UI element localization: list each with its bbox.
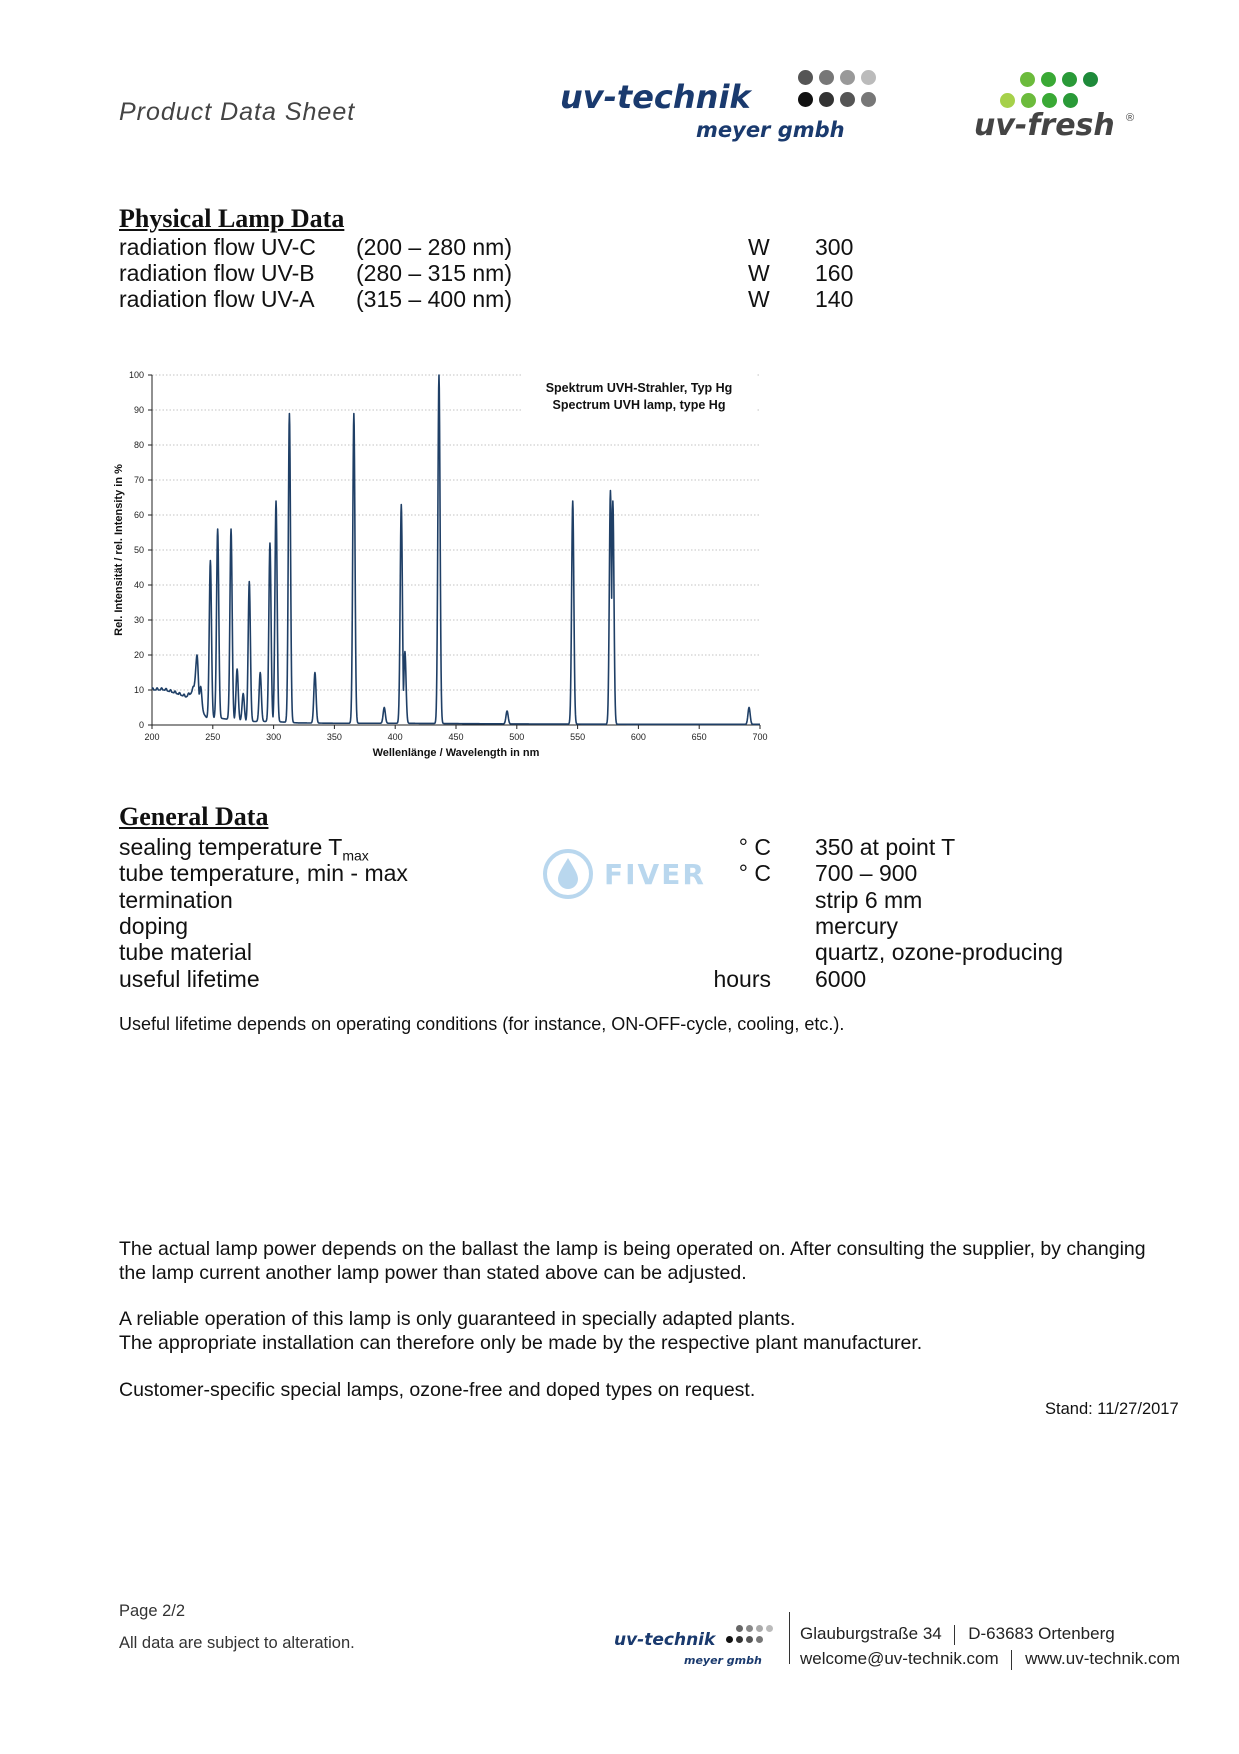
y-axis-label: Rel. Intensität / rel. Intensity in %: [113, 464, 125, 636]
chart-title-line2: Spectrum UVH lamp, type Hg: [552, 398, 726, 412]
paragraph-operation-2: The appropriate installation can therefore only be made by the respective plant manufacturer.: [119, 1332, 923, 1354]
footer-logo: [614, 1618, 784, 1672]
footer-logo-subname: meyer gmbh: [684, 1654, 762, 1667]
y-tick-label: 30: [133, 615, 144, 625]
water-drop-icon: [542, 848, 594, 900]
footer-logo-name: uv-technik: [614, 1630, 716, 1650]
y-tick-label: 50: [133, 545, 144, 555]
x-tick-label: 400: [387, 732, 403, 742]
general-section-title: General Data: [119, 802, 269, 831]
general-row-label-text: termination: [119, 886, 233, 913]
general-row-label: [119, 913, 188, 940]
y-tick-label: 70: [133, 475, 144, 485]
document-type-label: Product Data Sheet: [119, 98, 356, 126]
street-address: Glauburgstraße 34: [800, 1624, 942, 1643]
x-tick-label: 200: [144, 732, 160, 742]
general-row-value: strip 6 mm: [815, 886, 923, 913]
watermark-text: FIVER: [604, 858, 706, 891]
registered-mark: ®: [1126, 112, 1135, 124]
physical-row-label: radiation flow UV-C: [119, 234, 316, 260]
uv-fresh-name: uv-fresh: [974, 108, 1115, 143]
physical-row-value: 140: [815, 286, 854, 312]
general-row-value: 6000: [815, 965, 867, 992]
email-link[interactable]: welcome@uv-technik.com: [800, 1649, 999, 1668]
city-address: D-63683 Ortenberg: [968, 1624, 1115, 1643]
physical-row-unit: W: [748, 286, 770, 312]
physical-row-range: (280 – 315 nm): [356, 260, 512, 286]
paragraph-ballast: The actual lamp power depends on the ballast the lamp is being operated on. After consulting the supplier, by changing the lamp current another lamp power than stated above can be adjusted.: [119, 1238, 1146, 1284]
general-row-value: 350 at point T: [815, 834, 956, 860]
x-tick-label: 700: [752, 732, 768, 742]
general-row-value: 700 – 900: [815, 860, 918, 887]
general-row-unit: hours: [713, 965, 771, 992]
x-tick-label: 500: [509, 732, 525, 742]
y-tick-label: 10: [133, 685, 144, 695]
general-row-label-subscript: max: [342, 847, 369, 864]
spectrum-chart: [100, 360, 800, 770]
y-tick-label: 20: [133, 650, 144, 660]
general-row-label-text: sealing temperature T: [119, 834, 343, 860]
website-link[interactable]: www.uv-technik.com: [1025, 1649, 1181, 1668]
physical-row-range: (200 – 280 nm): [356, 234, 512, 260]
general-row-label-text: tube material: [119, 939, 252, 966]
paragraph-operation-1: A reliable operation of this lamp is only guaranteed in specially adapted plants.: [119, 1308, 796, 1330]
physical-row-range: (315 – 400 nm): [356, 286, 512, 312]
physical-section-title: Physical Lamp Data: [119, 204, 345, 233]
x-tick-label: 550: [570, 732, 586, 742]
footer-divider: [789, 1612, 790, 1664]
footer-contact-line: [800, 1649, 1180, 1670]
y-tick-label: 60: [133, 510, 144, 520]
physical-row-label: radiation flow UV-A: [119, 286, 315, 312]
contact-separator: [1011, 1650, 1012, 1670]
general-row-label-text: doping: [119, 912, 189, 939]
page-number: Page 2/2: [119, 1602, 186, 1620]
general-row-label: [119, 860, 408, 887]
general-row-label: [119, 887, 233, 914]
uv-fresh-logo: [970, 68, 1150, 148]
x-tick-label: 450: [448, 732, 464, 742]
general-row-label: [119, 939, 252, 966]
footer-address-line: [800, 1624, 1115, 1645]
physical-row-unit: W: [748, 260, 770, 286]
spectrum-line: [152, 375, 760, 724]
physical-row-unit: W: [748, 234, 770, 260]
x-tick-label: 600: [630, 732, 646, 742]
stand-date: Stand: 11/27/2017: [1045, 1400, 1179, 1418]
general-row-unit: ° C: [738, 834, 771, 860]
x-tick-label: 350: [326, 732, 342, 742]
general-row-label-text: tube temperature, min - max: [119, 860, 408, 887]
y-tick-label: 0: [138, 720, 144, 730]
disclaimer: All data are subject to alteration.: [119, 1634, 355, 1652]
physical-row-label: radiation flow UV-B: [119, 260, 315, 286]
physical-row-value: 160: [815, 260, 854, 286]
logo-main-name: uv-technik: [560, 78, 751, 116]
fiver-watermark: [542, 848, 706, 900]
paragraph-special-lamps: Customer-specific special lamps, ozone-free and doped types on request.: [119, 1379, 756, 1401]
x-axis-label: Wellenlänge / Wavelength in nm: [372, 747, 540, 759]
y-tick-label: 40: [133, 580, 144, 590]
y-tick-label: 90: [133, 405, 144, 415]
logo-main-subname: meyer gmbh: [696, 118, 845, 142]
general-row-unit: ° C: [738, 860, 771, 887]
y-tick-label: 100: [128, 370, 144, 380]
x-tick-label: 650: [691, 732, 707, 742]
general-row-label-text: useful lifetime: [119, 965, 260, 992]
general-row-label: [119, 966, 260, 993]
lifetime-note: Useful lifetime depends on operating conditions (for instance, ON-OFF-cycle, cooling, etc.).: [119, 1014, 845, 1034]
general-row-label: [119, 834, 369, 864]
general-row-value: mercury: [815, 912, 899, 939]
x-tick-label: 300: [266, 732, 282, 742]
general-row-value: quartz, ozone-producing: [815, 939, 1064, 966]
physical-row-value: 300: [815, 234, 854, 260]
chart-title-line1: Spektrum UVH-Strahler, Typ Hg: [545, 381, 733, 395]
x-tick-label: 250: [205, 732, 221, 742]
uv-technik-logo: [560, 62, 900, 152]
y-tick-label: 80: [133, 440, 144, 450]
address-separator: [954, 1625, 955, 1645]
